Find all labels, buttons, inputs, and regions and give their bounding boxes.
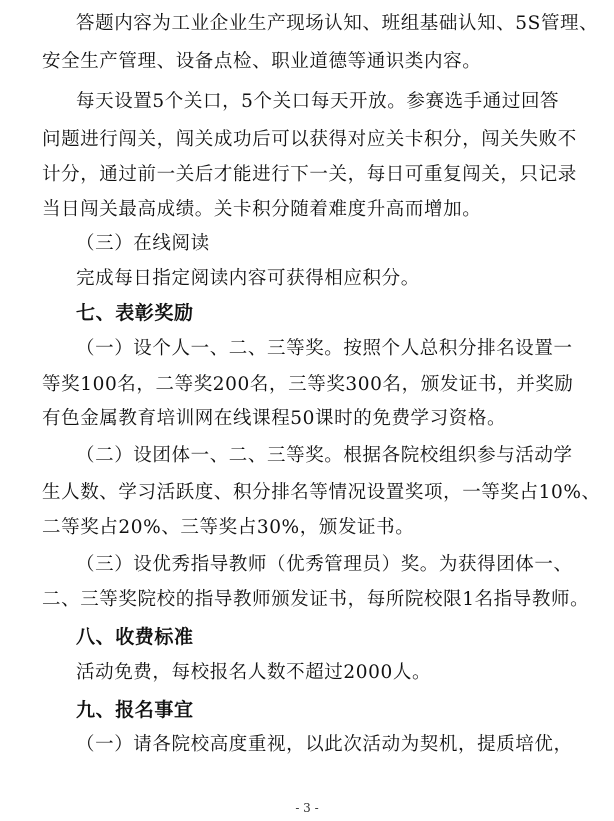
section-heading: 七、表彰奖励 bbox=[76, 302, 194, 324]
paragraph-line: 等奖100名，二等奖200名，三等奖300名，颁发证书，并奖励 bbox=[42, 374, 574, 395]
paragraph-line: （一）设个人一、二、三等奖。按照个人总积分排名设置一 bbox=[76, 338, 573, 359]
paragraph-line: 生人数、学习活跃度、积分排名等情况设置奖项，一等奖占10%、 bbox=[42, 482, 601, 503]
paragraph-line: 问题进行闯关，闯关成功后可以获得对应关卡积分，闯关失败不 bbox=[42, 129, 577, 150]
page-number: - 3 - bbox=[295, 801, 319, 815]
paragraph-line: 答题内容为工业企业生产现场认知、班组基础认知、5S管理、 bbox=[76, 13, 599, 34]
paragraph-line: 完成每日指定阅读内容可获得相应积分。 bbox=[76, 268, 420, 289]
paragraph-line: （一）请各院校高度重视，以此次活动为契机，提质培优， bbox=[76, 734, 573, 755]
paragraph-line: 计分，通过前一关后才能进行下一关，每日可重复闯关，只记录 bbox=[42, 164, 577, 185]
section-heading: 九、报名事宜 bbox=[76, 699, 194, 721]
paragraph-line: 有色金属教育培训网在线课程50课时的免费学习资格。 bbox=[42, 408, 507, 429]
paragraph-line: 每天设置5个关口，5个关口每天开放。参赛选手通过回答 bbox=[76, 91, 560, 112]
paragraph-line: 二等奖占20%、三等奖占30%，颁发证书。 bbox=[42, 517, 415, 538]
paragraph-line: 活动免费，每校报名人数不超过2000人。 bbox=[76, 662, 432, 683]
paragraph-line: 二、三等奖院校的指导教师颁发证书，每所院校限1名指导教师。 bbox=[42, 589, 590, 610]
paragraph-line: 当日闯关最高成绩。关卡积分随着难度升高而增加。 bbox=[42, 199, 482, 220]
paragraph-line: （三）设优秀指导教师（优秀管理员）奖。为获得团体一、 bbox=[76, 554, 573, 575]
paragraph-line: （二）设团体一、二、三等奖。根据各院校组织参与活动学 bbox=[76, 445, 573, 466]
paragraph-line: 安全生产管理、设备点检、职业道德等通识类内容。 bbox=[42, 51, 482, 72]
section-heading: 八、收费标准 bbox=[76, 626, 194, 648]
subsection-title: （三）在线阅读 bbox=[76, 233, 210, 254]
